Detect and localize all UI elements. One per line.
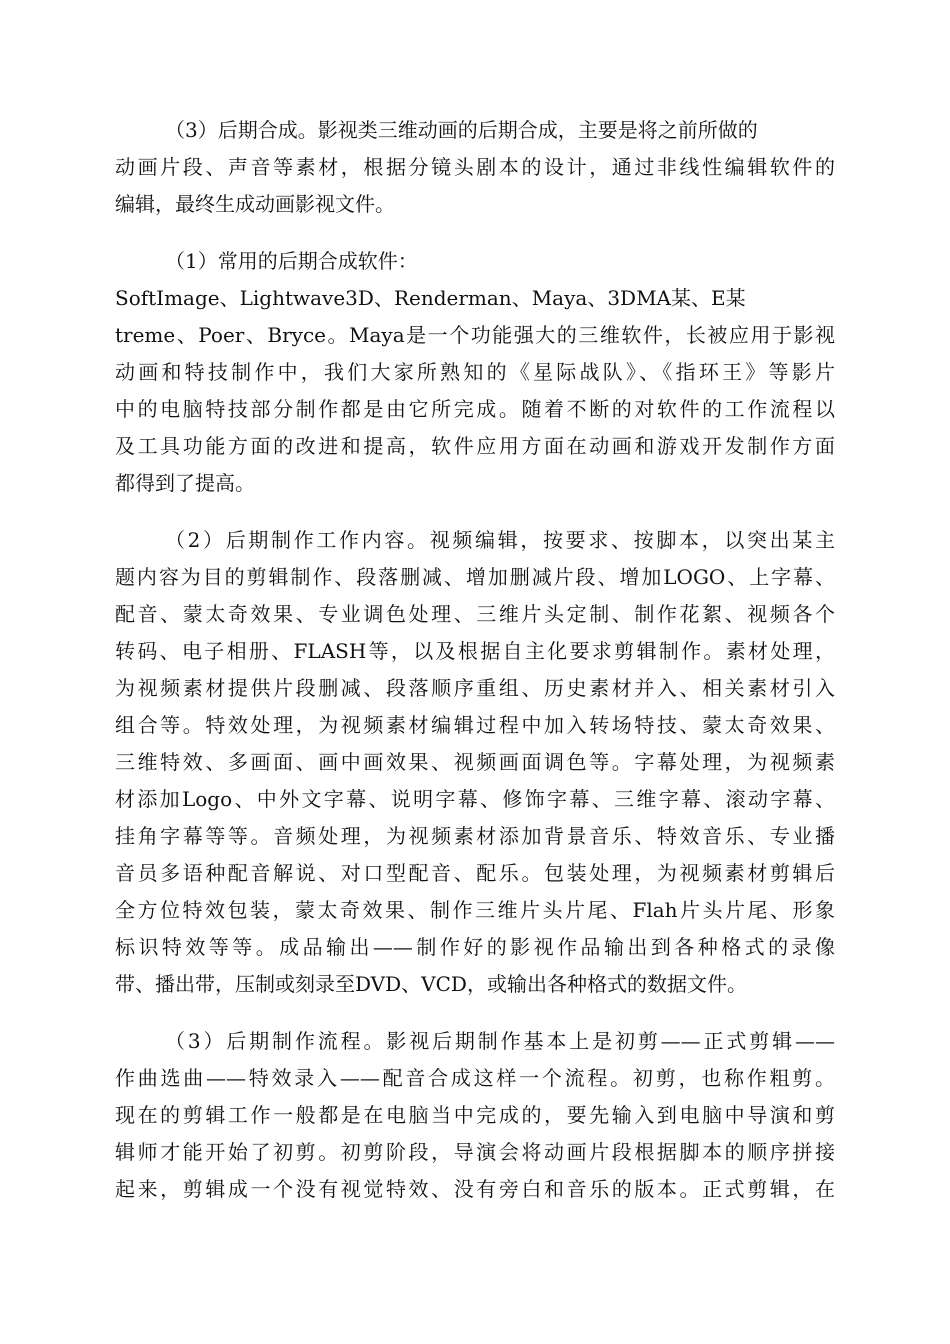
text-line: 材添加Logo、中外文字幕、说明字幕、修饰字幕、三维字幕、滚动字幕、: [115, 787, 835, 811]
text-line: 动画片段、声音等素材，根据分镜头剧本的设计，通过非线性编辑软件的: [115, 155, 835, 179]
text-line: 起来，剪辑成一个没有视觉特效、没有旁白和音乐的版本。正式剪辑，在: [115, 1177, 835, 1201]
text-line: 中的电脑特技部分制作都是由它所完成。随着不断的对软件的工作流程以: [115, 397, 835, 421]
text-line: （1）常用的后期合成软件：: [165, 249, 418, 273]
text-line: 三维特效、多画面、画中画效果、视频画面调色等。字幕处理，为视频素: [115, 750, 835, 774]
text-line: 带、播出带，压制或刻录至DVD、VCD，或输出各种格式的数据文件。: [115, 972, 747, 996]
text-line: SoftImage、Lightwave3D、Renderman、Maya、3DMA某、E某: [115, 286, 746, 310]
text-line: 辑师才能开始了初剪。初剪阶段，导演会将动画片段根据脚本的顺序拼接: [115, 1140, 835, 1164]
text-line: 为视频素材提供片段删减、段落顺序重组、历史素材并入、相关素材引入: [115, 676, 835, 700]
text-line: 现在的剪辑工作一般都是在电脑当中完成的，要先输入到电脑中导演和剪: [115, 1103, 835, 1127]
text-line: 配音、蒙太奇效果、专业调色处理、三维片头定制、制作花絮、视频各个: [115, 602, 835, 626]
text-line: 挂角字幕等等。音频处理，为视频素材添加背景音乐、特效音乐、专业播: [115, 824, 835, 848]
text-line: 作曲选曲——特效录入——配音合成这样一个流程。初剪，也称作粗剪。: [115, 1066, 835, 1090]
text-line: 动画和特技制作中，我们大家所熟知的《星际战队》、《指环王》等影片: [115, 360, 835, 384]
text-line: 及工具功能方面的改进和提高，软件应用方面在动画和游戏开发制作方面: [115, 434, 835, 458]
text-line: 全方位特效包装，蒙太奇效果、制作三维片头片尾、Flah片头片尾、形象: [115, 898, 835, 922]
text-line: （3）后期制作流程。影视后期制作基本上是初剪——正式剪辑——: [165, 1029, 835, 1053]
text-line: 编辑，最终生成动画影视文件。: [115, 192, 395, 216]
text-line: （2）后期制作工作内容。视频编辑，按要求、按脚本，以突出某主: [165, 528, 835, 552]
text-line: treme、Poer、Bryce。Maya是一个功能强大的三维软件，长被应用于影视: [115, 323, 835, 347]
text-line: 转码、电子相册、FLASH等，以及根据自主化要求剪辑制作。素材处理，: [115, 639, 835, 663]
text-line: 标识特效等等。成品输出——制作好的影视作品输出到各种格式的录像: [115, 935, 835, 959]
text-line: 题内容为目的剪辑制作、段落删减、增加删减片段、增加LOGO、上字幕、: [115, 565, 835, 589]
text-line: 都得到了提高。: [115, 471, 255, 495]
text-line: （3）后期合成。影视类三维动画的后期合成，主要是将之前所做的: [165, 118, 758, 142]
text-line: 组合等。特效处理，为视频素材编辑过程中加入转场特技、蒙太奇效果、: [115, 713, 835, 737]
text-line: 音员多语种配音解说、对口型配音、配乐。包装处理，为视频素材剪辑后: [115, 861, 835, 885]
